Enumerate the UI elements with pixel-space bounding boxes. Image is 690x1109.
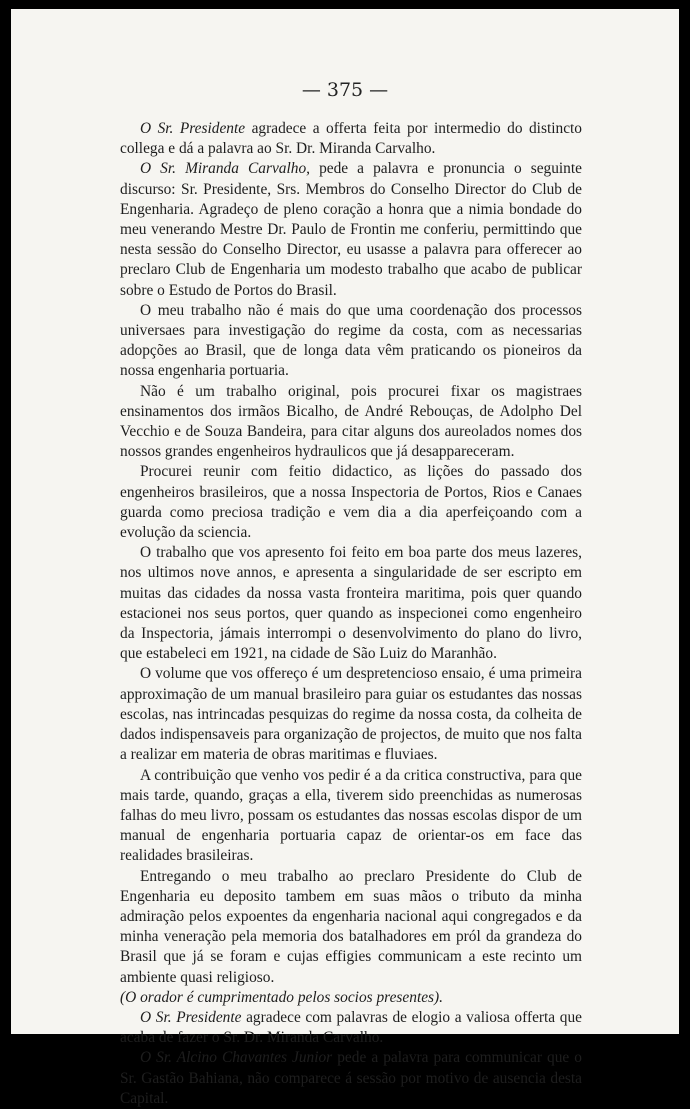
paragraph xyxy=(120,159,582,300)
paragraph xyxy=(120,382,582,463)
page-body xyxy=(120,119,582,1109)
paragraph-text: Não é um trabalho original, pois procurei fixar os magistraes ensinamentos dos irmãos Bicalho, de André Rebouças, de Adolpho Del Vecchio e de Souza Bandeira, para citar alguns dos aureolados nomes dos nossos grandes engenheiros hydraulicos que já desappareceram. xyxy=(120,382,582,461)
speaker-name: O Sr. Presidente xyxy=(140,1008,242,1026)
paragraph-text: A contribuição que venho vos pedir é a da critica constructiva, para que mais tarde, quando, graças a ella, tiverem sido preenchidas as numerosas falhas do meu livro, possam os estudantes das nossas escolas dispor de um manual de engenharia portuaria capaz de orientar-os em face das realidades brasileiras. xyxy=(120,766,582,865)
paragraph-text: agradece a offerta feita por intermedio do distincto collega e dá a palavra ao Sr. Dr. Miranda Carvalho. xyxy=(120,120,582,158)
paragraph xyxy=(120,1008,582,1048)
paragraph-text: Entregando o meu trabalho ao preclaro Presidente do Club de Engenharia eu deposito tambem em suas mãos o tributo da minha admiração pelos expoentes da engenharia nacional aqui congregados e da minha veneração pela memoria dos batalhadores em pról da grandeza do Brasil que já se foram e cujas effigies communicam a este recinto um ambiente quasi religioso. xyxy=(120,867,582,986)
paragraph xyxy=(120,462,582,543)
paragraph-text: pede a palavra para communicar que o Sr. Gastão Bahiana, não comparece á sessão por motivo de ausencia desta Capital. xyxy=(120,1049,582,1107)
speaker-name: O Sr. Alcino Chavantes Junior xyxy=(140,1049,333,1067)
speaker-name: O Sr. Presidente xyxy=(140,120,246,137)
paragraph-text: agradece com palavras de elogio a valiosa offerta que acaba de fazer o Sr. Dr. Miranda Carvalho. xyxy=(120,1008,582,1047)
paragraph xyxy=(120,867,582,1008)
paragraph xyxy=(120,119,582,159)
stage-note: (O orador é cumprimentado pelos socios presentes). xyxy=(120,988,444,1006)
document-page xyxy=(11,9,679,1107)
paragraph xyxy=(120,301,582,382)
paragraph xyxy=(120,543,582,664)
speaker-name: O Sr. Miranda Carvalho, xyxy=(140,160,310,178)
page-number: — 375 — xyxy=(301,79,389,101)
paragraph-text: pede a palavra e pronuncia o seguinte discurso: Sr. Presidente, Srs. Membros do Conselho Director do Club de Engenharia. Agradeço de pleno coração a honra que a nimia bondade do meu venerando Mestre Dr. Paulo de Frontin me conferiu, permittindo que nesta sessão do Conselho Director, eu usasse a palavra para offerecer ao preclaro Club de Engenharia um modesto trabalho que acabo de publicar sobre o Estudo de Portos do Brasil. xyxy=(120,160,582,299)
paragraph xyxy=(120,1048,582,1109)
paragraph xyxy=(120,766,582,867)
paragraph-text: O trabalho que vos apresento foi feito em boa parte dos meus lazeres, nos ultimos nove annos, e apresenta a singularidade de ser escripto em muitas das cidades da nossa vasta fronteira maritima, pois quer quando estacionei nos seus portos, quer quando as inspecionei como engenheiro da Inspectoria, jámais interrompi o desenvolvimento do plano do livro, que estabeleci em 1921, na cidade de São Luiz do Maranhão. xyxy=(120,544,582,663)
paragraph-text: O volume que vos offereço é um despretencioso ensaio, é uma primeira approximação de um manual brasileiro para guiar os estudantes das nossas escolas, nas intrincadas pesquizas do regime da nossa costa, da colheita de dados indispensaveis para organização de projectos, de muito que nos falta a realizar em materia de obras maritimas e fluviaes. xyxy=(120,665,582,764)
paragraph-text: Procurei reunir com feitio didactico, as lições do passado dos engenheiros brasileiros, que a nossa Inspectoria de Portos, Rios e Canaes guarda como preciosa tradição e vem dia a dia aperfeiçoando com a evolução da sciencia. xyxy=(120,463,582,542)
paragraph xyxy=(120,664,582,765)
paragraph-text: O meu trabalho não é mais do que uma coordenação dos processos universaes para investigação do regime da costa, com as necessarias adopções ao Brasil, que de longa data vêm praticando os pioneiros da nossa engenharia portuaria. xyxy=(120,301,582,380)
